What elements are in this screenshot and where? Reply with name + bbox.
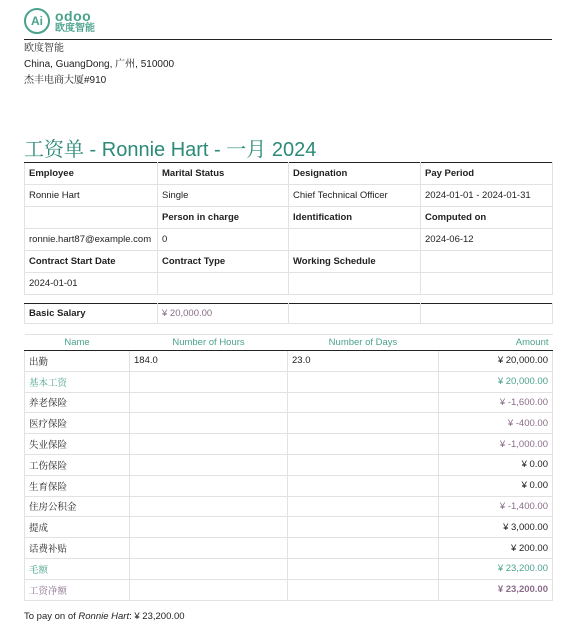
- line-amount: ¥ 3,000.00: [439, 517, 553, 538]
- blank-cell: [421, 304, 553, 324]
- line-name: 工资净额: [25, 579, 130, 600]
- contract-start-label: Contract Start Date: [25, 251, 158, 273]
- table-row: [25, 371, 553, 392]
- table-row: [25, 558, 553, 579]
- table-row: [25, 475, 553, 496]
- table-row: [25, 434, 553, 455]
- line-hours: [130, 496, 288, 517]
- line-days: 23.0: [288, 351, 439, 372]
- line-amount: ¥ 20,000.00: [439, 351, 553, 372]
- salary-lines-table: [24, 334, 553, 601]
- working-schedule-value: [289, 273, 421, 295]
- footer-prefix: To pay on of: [24, 611, 79, 622]
- line-amount: ¥ 20,000.00: [439, 371, 553, 392]
- logo-brand: odoo: [55, 7, 92, 24]
- line-amount: ¥ -1,000.00: [439, 434, 553, 455]
- basic-salary-table: [24, 303, 553, 324]
- blank-cell: [289, 304, 421, 324]
- line-days: [288, 392, 439, 413]
- table-row: [25, 454, 553, 475]
- table-row: [25, 496, 553, 517]
- person-in-charge-value: 0: [158, 229, 289, 251]
- line-hours: [130, 413, 288, 434]
- basic-salary-label: Basic Salary: [25, 304, 158, 324]
- blank-cell: [421, 273, 553, 295]
- table-row: [25, 392, 553, 413]
- line-days: [288, 434, 439, 455]
- line-name: 出勤: [25, 351, 130, 372]
- line-hours: [130, 454, 288, 475]
- contract-type-label: Contract Type: [158, 251, 289, 273]
- line-days: [288, 558, 439, 579]
- line-hours: [130, 517, 288, 538]
- designation-label: Designation: [289, 163, 421, 185]
- company-address: [24, 41, 552, 89]
- logo-mark-icon: Ai: [24, 8, 50, 34]
- line-hours: [130, 538, 288, 559]
- line-amount: ¥ 0.00: [439, 475, 553, 496]
- line-amount: ¥ 0.00: [439, 454, 553, 475]
- address-line-1: China, GuangDong, 广州, 510000: [24, 59, 175, 70]
- computed-on-value: 2024-06-12: [421, 229, 553, 251]
- line-name: 生育保险: [25, 475, 130, 496]
- table-row: [25, 413, 553, 434]
- line-name: 提成: [25, 517, 130, 538]
- logo-cn: 欧度智能: [55, 22, 95, 34]
- line-name: 基本工资: [25, 371, 130, 392]
- line-amount: ¥ -400.00: [439, 413, 553, 434]
- line-hours: [130, 434, 288, 455]
- to-pay-footer: [24, 611, 185, 622]
- company-header: [24, 6, 552, 89]
- line-name: 养老保险: [25, 392, 130, 413]
- basic-salary-value: ¥ 20,000.00: [158, 304, 289, 324]
- employee-value: Ronnie Hart: [25, 185, 158, 207]
- email-value: ronnie.hart87@example.com: [25, 229, 158, 251]
- footer-amount: : ¥ 23,200.00: [129, 611, 185, 622]
- company-logo: [24, 6, 552, 36]
- line-name: 工伤保险: [25, 454, 130, 475]
- line-amount: ¥ 23,200.00: [439, 579, 553, 600]
- line-name: 失业保险: [25, 434, 130, 455]
- line-amount: ¥ 200.00: [439, 538, 553, 559]
- person-in-charge-label: Person in charge: [158, 207, 289, 229]
- line-days: [288, 475, 439, 496]
- marital-value: Single: [158, 185, 289, 207]
- contract-type-value: [158, 273, 289, 295]
- line-amount: ¥ -1,600.00: [439, 392, 553, 413]
- pay-period-value: 2024-01-01 - 2024-01-31: [421, 185, 553, 207]
- line-hours: [130, 579, 288, 600]
- contract-start-value: 2024-01-01: [25, 273, 158, 295]
- blank-cell: [421, 251, 553, 273]
- company-name: 欧度智能: [24, 43, 64, 54]
- employee-label: Employee: [25, 163, 158, 185]
- line-days: [288, 496, 439, 517]
- line-hours: 184.0: [130, 351, 288, 372]
- line-name: 住房公积金: [25, 496, 130, 517]
- line-amount: ¥ 23,200.00: [439, 558, 553, 579]
- line-name: 话费补贴: [25, 538, 130, 559]
- blank-cell: [25, 207, 158, 229]
- identification-value: [289, 229, 421, 251]
- header-divider: [24, 39, 552, 40]
- col-header-hours: Number of Hours: [130, 335, 288, 351]
- footer-employee: Ronnie Hart: [78, 611, 130, 622]
- line-name: 毛额: [25, 558, 130, 579]
- line-days: [288, 413, 439, 434]
- table-row: [25, 538, 553, 559]
- table-row: [25, 579, 553, 600]
- col-header-name: Name: [25, 335, 130, 351]
- table-row: [25, 517, 553, 538]
- designation-value: Chief Technical Officer: [289, 185, 421, 207]
- employee-info-table: [24, 162, 553, 295]
- line-amount: ¥ -1,400.00: [439, 496, 553, 517]
- line-days: [288, 538, 439, 559]
- col-header-amount: Amount: [439, 335, 553, 351]
- line-hours: [130, 371, 288, 392]
- pay-period-label: Pay Period: [421, 163, 553, 185]
- line-days: [288, 517, 439, 538]
- line-hours: [130, 392, 288, 413]
- line-hours: [130, 475, 288, 496]
- table-row: [25, 351, 553, 372]
- identification-label: Identification: [289, 207, 421, 229]
- marital-label: Marital Status: [158, 163, 289, 185]
- line-days: [288, 454, 439, 475]
- payslip-title: 工资单 - Ronnie Hart - 一月 2024: [24, 139, 317, 161]
- line-name: 医疗保险: [25, 413, 130, 434]
- address-line-2: 杰丰电商大厦#910: [24, 75, 107, 86]
- col-header-days: Number of Days: [288, 335, 439, 351]
- line-days: [288, 371, 439, 392]
- line-hours: [130, 558, 288, 579]
- line-days: [288, 579, 439, 600]
- working-schedule-label: Working Schedule: [289, 251, 421, 273]
- computed-on-label: Computed on: [421, 207, 553, 229]
